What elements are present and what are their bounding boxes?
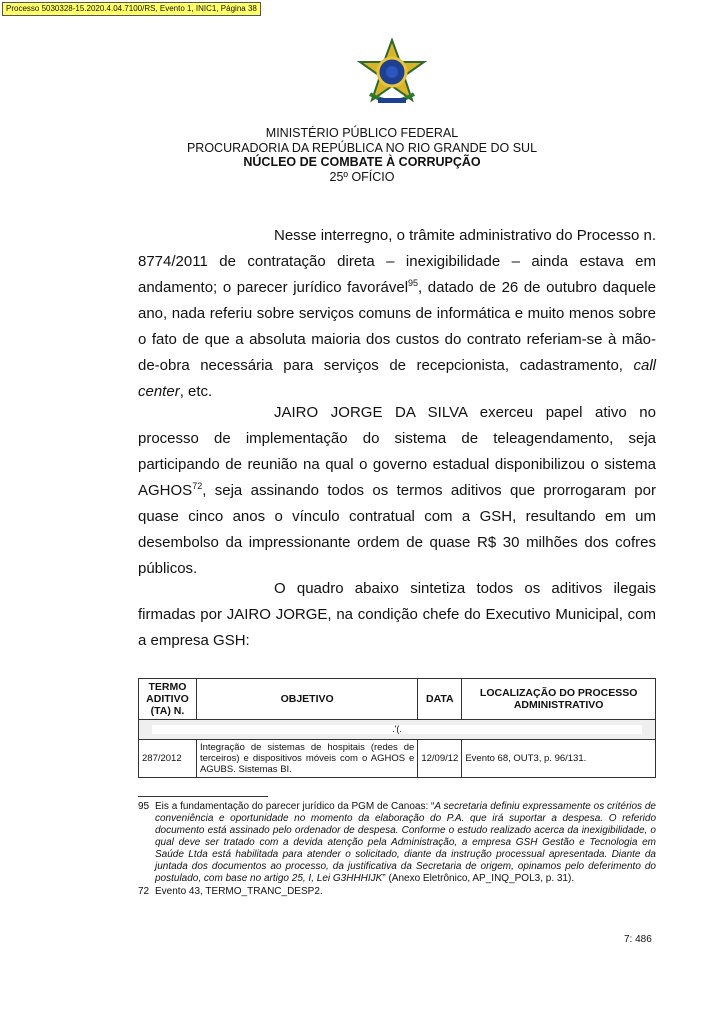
header-line-3: NÚCLEO DE COMBATE À CORRUPÇÃO <box>243 155 481 169</box>
footnote-72 <box>138 886 656 898</box>
footnote-ref-95[interactable]: 95 <box>408 278 419 288</box>
table-header-objetivo: OBJETIVO <box>196 679 417 720</box>
header-line-4: 25º OFÍCIO <box>329 169 395 184</box>
footnote-number: 95 <box>138 801 150 812</box>
paragraph-3: O quadro abaixo sintetiza todos os aditivos ilegais firmadas por JAIRO JORGE, na condição chefe do Executivo Municipal, com a empresa GSH: <box>138 580 656 649</box>
table-row <box>139 740 656 778</box>
footnote-divider <box>138 796 268 797</box>
amendments-table <box>138 678 656 778</box>
footnote-95 <box>138 801 656 885</box>
table-header-termo: TERMO ADITIVO (TA) N. <box>139 679 197 720</box>
paragraph-1-text-a: Nesse interregno, o trâmite administrativo do Processo n. 8774/2011 de contratação direta – inexigibilidade – ainda estava em andamento; o parecer jurídico favorável <box>138 227 656 296</box>
separator-text: .'(. <box>152 725 642 734</box>
table-cell-localizacao: Evento 68, OUT3, p. 96/131. <box>462 740 656 778</box>
footnote-95-text-a: Eis a fundamentação do parecer jurídico da PGM de Canoas: “ <box>155 801 435 812</box>
page-number: 7: 486 <box>624 934 652 945</box>
paragraph-1 <box>138 223 656 405</box>
footnote-text: Evento 43, TERMO_TRANC_DESP2. <box>155 886 323 897</box>
header-line-2: PROCURADORIA DA REPÚBLICA NO RIO GRANDE DO SUL <box>186 140 538 155</box>
table-header-localizacao: LOCALIZAÇÃO DO PROCESSO ADMINISTRATIVO <box>462 679 656 720</box>
brazil-coat-of-arms-icon <box>356 38 428 110</box>
paragraph-2-text-a: JAIRO JORGE DA SILVA exerceu papel ativo no processo de implementação do sistema de teleagendamento, seja participando de reunião na qual o governo estadual disponibilizou o sistema AGHOS <box>138 404 656 499</box>
paragraph-2 <box>138 400 656 582</box>
footnote-number: 72 <box>138 886 150 897</box>
table-header-row <box>139 679 656 720</box>
paragraph-2-text-b: , seja assinando todos os termos aditivos que prorrogaram por quase cinco anos o vínculo contratual com a GSH, resultando em um desembolso da impressionante ordem de quase R$ 30 milhões dos cofres públicos. <box>138 482 656 577</box>
paragraph-1-text-b: , datado de 26 de outubro daquele ano, nada referiu sobre serviços comuns de informática e muito menos sobre o fato de que a absoluta maioria dos custos do contrato referiam-se à mão-de-obra necessária para serviços de recepcionista, cadastramento, <box>138 279 656 374</box>
table-separator-row <box>139 720 656 740</box>
footnote-text <box>155 801 656 885</box>
table-cell-termo: 287/2012 <box>139 740 197 778</box>
paragraph-1-text-c: , etc. <box>179 383 213 400</box>
document-header <box>0 126 724 184</box>
process-stamp: Processo 5030328-15.2020.4.04.7100/RS, Evento 1, INIC1, Página 38 <box>2 2 261 16</box>
table-cell-data: 12/09/12 <box>418 740 462 778</box>
footnote-95-text-b: ” (Anexo Eletrônico, AP_INQ_POL3, p. 31). <box>382 873 575 884</box>
footnote-ref-72[interactable]: 72 <box>192 481 203 491</box>
header-line-1: MINISTÉRIO PÚBLICO FEDERAL <box>265 126 459 140</box>
table-cell-objetivo: Integração de sistemas de hospitais (redes de terceiros) e dispositivos móveis com o AGHOS e AGUBS. Sistemas BI. <box>196 740 417 778</box>
footnotes <box>138 801 656 899</box>
footnote-95-quote: A secretaria definiu expressamente os critérios de conveniência e oportunidade no momento da elaboração do P.A. que irá suportar a despesa. O referido documento está assinado pelo ordenador de despesa. Conforme o estudo realizado acerca da inexigibilidade, o qual deve ser tratado com a devida atenção pela Administração, a empresa GSH Gestão e Tecnologia em Saúde Ltda está habilitada para atender o solicitado, diante da instrução processual apresentada. Diante da juntada dos documentos ao processo, da justificativa da Secretaria de origem, opinamos pelo deferimento do postulado, com base no artigo 25, I, Lei G3HHHIJK <box>155 801 656 884</box>
table-header-data: DATA <box>418 679 462 720</box>
paragraph-1-italic: call center <box>138 357 656 400</box>
